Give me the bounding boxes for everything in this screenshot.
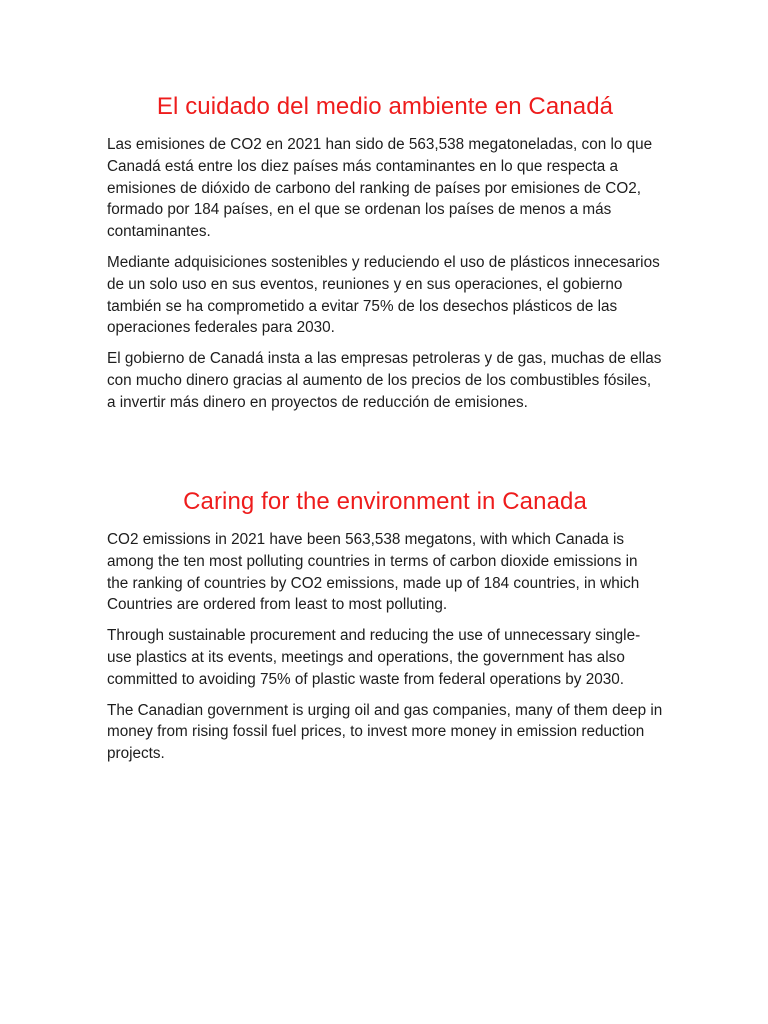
spanish-paragraph-3: El gobierno de Canadá insta a las empresas petroleras y de gas, muchas de ellas con mucho dinero gracias al aumento de los precios de los combustibles fósiles, a invertir más dinero en proyectos de reducción de emisiones. [107, 350, 662, 411]
spanish-paragraph-1: Las emisiones de CO2 en 2021 han sido de 563,538 megatoneladas, con lo que Canadá está entre los diez países más contaminantes en lo que respecta a emisiones de dióxido de carbono del ranking de países por emisiones de CO2, formado por 184 países, en el que se ordenan los países de menos a más contaminantes. [107, 136, 653, 241]
english-paragraph-3: The Canadian government is urging oil and gas companies, many of them deep in money from rising fossil fuel prices, to invest more money in emission reduction projects. [107, 701, 663, 763]
english-paragraph-1: CO2 emissions in 2021 have been 563,538 megatons, with which Canada is among the ten most polluting countries in terms of carbon dioxide emissions in the ranking of countries by CO2 emissions, made up of 184 countries, in which Countries are ordered from least to most polluting. [107, 531, 640, 614]
spanish-section [107, 90, 663, 423]
english-section [107, 485, 663, 774]
english-paragraph-2: Through sustainable procurement and reducing the use of unnecessary single-use plastics at its events, meetings and operations, the government has also committed to avoiding 75% of plastic waste from federal operations by 2030. [107, 627, 641, 688]
spanish-heading: El cuidado del medio ambiente en Canadá [156, 93, 614, 120]
spanish-paragraph-2: Mediante adquisiciones sostenibles y reduciendo el uso de plásticos innecesarios de un solo uso en sus eventos, reuniones y en sus operaciones, el gobierno también se ha comprometido a evitar 75% de los desechos plásticos de las operaciones federales para 2030. [107, 253, 660, 337]
english-heading: Caring for the environment in Canada [183, 488, 587, 515]
